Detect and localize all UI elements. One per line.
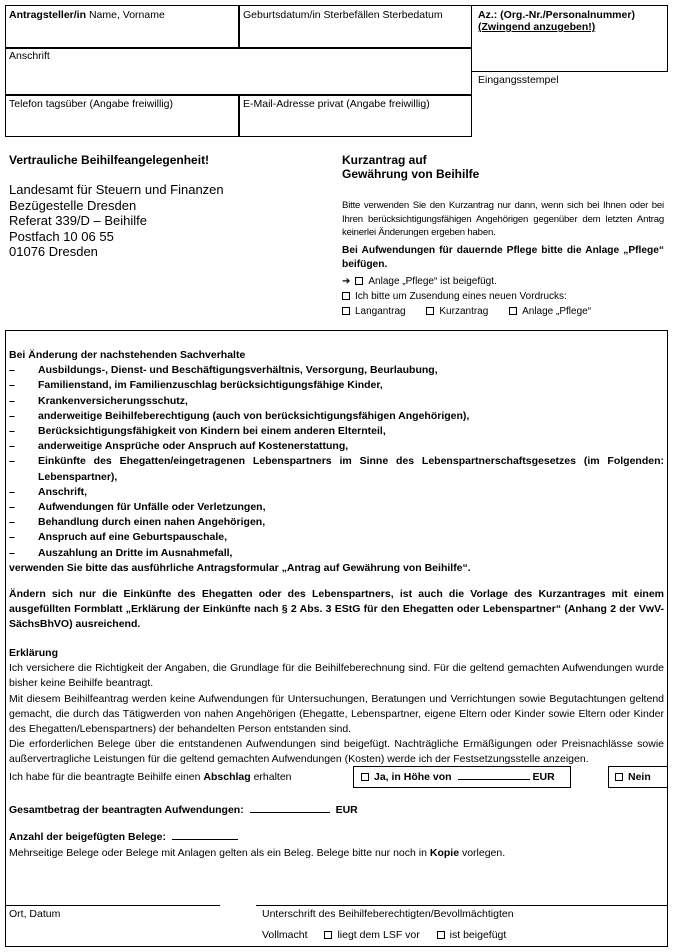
email-label: E-Mail-Adresse privat (Angabe freiwillig) (243, 98, 430, 110)
list-item: – anderweitige Beihilfeberechtigung (auch von berücksichtigungsfähigen Angehörigen), (9, 409, 470, 422)
option-request-row[interactable] (342, 290, 567, 303)
header-vdivider-2 (238, 94, 240, 137)
changes-section (9, 348, 664, 576)
form-title-line1: Kurzantrag auf (342, 153, 427, 167)
advance-question: Ich habe für die beantragte Beihilfe einen Abschlag erhalten (9, 771, 292, 783)
checkbox-poa-attached[interactable] (437, 931, 445, 939)
recipient-line: Landesamt für Steuern und Finanzen (9, 182, 224, 197)
birthdate-label: Geburtsdatum/in Sterbefällen Sterbedatum (243, 9, 443, 21)
list-item: – Anschrift, (9, 485, 88, 498)
phone-field[interactable] (9, 98, 173, 111)
total-label: Gesamtbetrag der beantragten Aufwendungen: (9, 804, 244, 816)
place-date-line[interactable] (5, 905, 220, 906)
az-field[interactable] (478, 9, 635, 33)
poa-lsf-option[interactable]: liegt dem LSF vor (324, 929, 419, 941)
address-field[interactable] (9, 50, 50, 63)
recipient-line: Postfach 10 06 55 (9, 228, 114, 244)
recipient-address (9, 182, 224, 260)
advance-no-option[interactable] (615, 770, 651, 785)
option-attached-row[interactable] (342, 275, 497, 288)
advance-yes-option[interactable] (361, 770, 555, 785)
option-short-label: Kurzantrag (439, 306, 489, 317)
count-label: Anzahl der beigefügten Belege: (9, 831, 166, 843)
list-item: – Behandlung durch einen nahen Angehörigen, (9, 516, 266, 529)
birthdate-field[interactable] (243, 9, 443, 22)
checkbox-long-form[interactable] (342, 307, 350, 315)
total-amount-input[interactable] (250, 812, 330, 813)
az-note: (Zwingend anzugeben!) (478, 21, 596, 33)
option-long-label: Langantrag (355, 306, 406, 317)
option-care-label: Anlage „Pflege“ (522, 306, 592, 317)
checkbox-care-attached[interactable] (355, 277, 363, 285)
declaration-heading: Erklärung (9, 647, 59, 659)
stamp-label: Eingangsstempel (478, 74, 559, 86)
poa-attached-option[interactable]: ist beigefügt (437, 929, 507, 941)
count-input[interactable] (172, 839, 238, 840)
form-title-line2: Gewährung von Beihilfe (342, 167, 480, 181)
email-field[interactable] (243, 98, 430, 111)
declaration-section (9, 646, 664, 768)
list-item: – Anspruch auf eine Geburtspauschale, (9, 531, 228, 544)
recipient-line: Referat 339/D – Beihilfe (9, 213, 148, 228)
header-vdivider-1 (238, 5, 240, 48)
option-care[interactable] (509, 306, 591, 317)
declaration-p1: Ich versichere die Richtigkeit der Angaben, die Grundlage für die Beihilfeberechnung sind. Für die geltend gemachten Aufwendungen wurde bisher keine Beihilfe beantragt. (9, 662, 664, 690)
option-forms-row (342, 305, 591, 318)
income-note: Ändern sich nur die Einkünfte des Ehegatten oder des Lebenspartners, ist auch die Vorlage des Kurzantrages mit einem ausgefüllten Formblatt „Erklärung der Einkünfte nach § 2 Abs. 3 EStG für den Ehegatten oder Lebenspartner“ (Anhang 2 der VwV-SächsBhVO) ausreichend. (9, 588, 664, 631)
checkbox-advance-yes[interactable] (361, 773, 369, 781)
advance-yes-label: Ja, in Höhe von (374, 771, 452, 783)
option-request-label: Ich bitte um Zusendung eines neuen Vordrucks: (355, 291, 567, 302)
option-attached-label: Anlage „Pflege“ ist beigefügt. (368, 276, 497, 287)
advance-amount-input[interactable] (458, 779, 530, 780)
changes-outro: verwenden Sie bitte das ausführliche Antragsformular „Antrag auf Gewährung von Beihilfe“. (9, 561, 471, 574)
list-item: – Einkünfte des Ehegatten/eingetragenen Lebenspartners im Sinne des Lebenspartnerschaftsgesetzes (im Folgenden: Lebenspartner), (9, 455, 664, 483)
checkbox-short-form[interactable] (426, 307, 434, 315)
total-eur: EUR (335, 804, 358, 816)
list-item: – Familienstand, im Familienzuschlag berücksichtigungsfähige Kinder, (9, 379, 383, 392)
list-item: – Krankenversicherungsschutz, (9, 394, 188, 407)
advance-no-label: Nein (628, 771, 651, 783)
list-item: – Aufwendungen für Unfälle oder Verletzungen, (9, 501, 266, 514)
total-row (9, 803, 358, 818)
applicant-name-field[interactable] (9, 9, 165, 22)
count-row (9, 830, 238, 845)
declaration-p3: Die erforderlichen Belege über die entstandenen Aufwendungen sind beigefügt. Nachträgliche Ermäßigungen oder Preisnachlässe sowie außervertragliche Leistungen für die geltend gemachten Aufwendungen (Kosten) werde ich der Festsetzungsstelle anzeigen. (9, 738, 664, 766)
list-item: – anderweitige Ansprüche oder Anspruch auf Kostenerstattung, (9, 440, 349, 453)
phone-label: Telefon tagsüber (Angabe freiwillig) (9, 98, 174, 110)
signature-label: Unterschrift des Beihilfeberechtigten/Bevollmächtigten (262, 908, 514, 920)
confidential-notice: Vertrauliche Beihilfeangelegenheit! (9, 153, 210, 167)
checkbox-advance-no[interactable] (615, 773, 623, 781)
checkbox-request-form[interactable] (342, 292, 350, 300)
list-item: – Berücksichtigungsfähigkeit von Kindern bei einem anderen Elternteil, (9, 425, 386, 438)
multi-page-note: Mehrseitige Belege oder Belege mit Anlagen gelten als ein Beleg. Belege bitte nur noch in Kopie vorlegen. (9, 847, 506, 859)
address-label: Anschrift (9, 50, 50, 62)
form-title (342, 153, 479, 181)
recipient-line: Bezügestelle Dresden (9, 197, 137, 213)
arrow-icon: ➔ (342, 276, 351, 287)
usage-note: Bitte verwenden Sie den Kurzantrag nur dann, wenn sich bei Ihnen oder bei Ihren berücksichtigungsfähigen Angehörigen gegenüber dem letzten Antrag keinerlei Änderungen ergeben haben. (342, 200, 664, 238)
option-long[interactable] (342, 306, 406, 317)
option-short[interactable] (426, 306, 488, 317)
recipient-line: 01076 Dresden (9, 244, 98, 259)
list-item: – Ausbildungs-, Dienst- und Beschäftigungsverhältnis, Versorgung, Beurlaubung, (9, 364, 438, 377)
signature-line[interactable] (256, 905, 668, 906)
checkbox-poa-lsf[interactable] (324, 931, 332, 939)
place-date-label: Ort, Datum (9, 908, 61, 920)
checkbox-care-form[interactable] (509, 307, 517, 315)
poa-label: Vollmacht (262, 929, 308, 941)
declaration-p2: Mit diesem Beihilfeantrag werden keine Aufwendungen für Untersuchungen, Beratungen und Verrichtungen sowie Begutachtungen geltend gemacht, die durch das Tätigwerden von nahen Angehörigen (Ehegatte, Lebenspartner, eigene Eltern oder Kinder sowie Eltern oder Kinder des Ehegatten/Lebenspartners) der behandelten Person entstanden sind. (9, 692, 664, 736)
advance-eur: EUR (532, 771, 555, 783)
az-label: Az.: (Org.-Nr./Personalnummer) (478, 9, 635, 21)
changes-intro: Bei Änderung der nachstehenden Sachverhalte (9, 349, 246, 361)
care-note: Bei Aufwendungen für dauernde Pflege bitte die Anlage „Pflege“ beifügen. (342, 245, 664, 270)
power-of-attorney-row (262, 928, 506, 943)
applicant-label-bold: Antragsteller/in (9, 9, 87, 21)
applicant-label-rest: Name, Vorname (86, 9, 165, 21)
list-item: – Auszahlung an Dritte im Ausnahmefall, (9, 546, 233, 559)
